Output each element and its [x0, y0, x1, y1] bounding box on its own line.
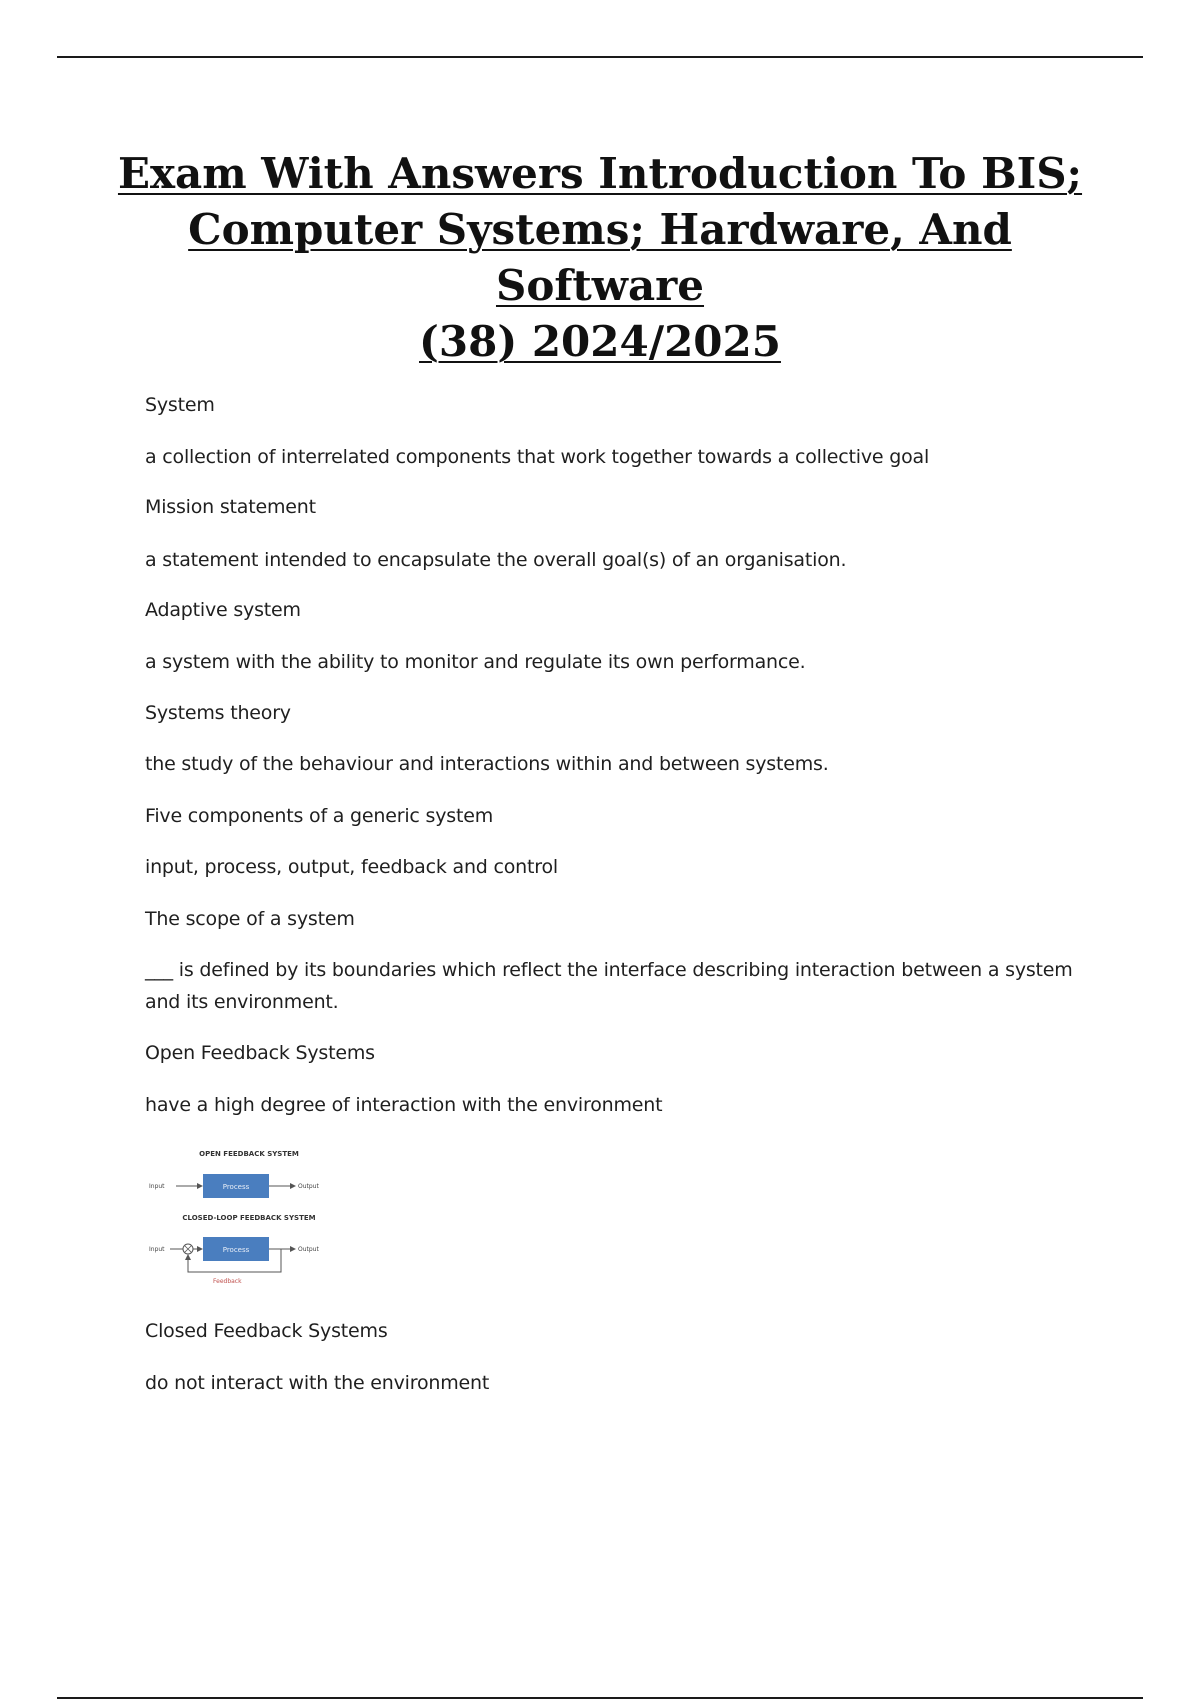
- definition-mission-statement: a statement intended to encapsulate the overall goal(s) of an organisation.: [145, 549, 847, 571]
- closed-system-title: CLOSED-LOOP FEEDBACK SYSTEM: [182, 1214, 316, 1222]
- definition-system: a collection of interrelated components that work together towards a collective goal: [145, 446, 930, 468]
- term-system: System: [145, 394, 215, 416]
- open-output-label: Output: [298, 1183, 319, 1190]
- definition-systems-theory: the study of the behaviour and interactions within and between systems.: [145, 753, 829, 775]
- feedback-diagram-svg: [145, 1140, 330, 1288]
- title-line-1: Exam With Answers Introduction To BIS;: [117, 149, 1083, 198]
- term-scope-of-system: The scope of a system: [145, 908, 355, 930]
- feedback-label: Feedback: [213, 1278, 242, 1285]
- term-adaptive-system: Adaptive system: [145, 599, 301, 621]
- definition-adaptive-system: a system with the ability to monitor and regulate its own performance.: [145, 651, 806, 673]
- closed-process-label: Process: [222, 1246, 250, 1254]
- term-systems-theory: Systems theory: [145, 702, 291, 724]
- definition-scope-of-system: ___ is defined by its boundaries which reflect the interface describing interaction between a system and its environment.: [145, 959, 1073, 1013]
- definition-closed-feedback: do not interact with the environment: [145, 1372, 490, 1394]
- document-title: [100, 146, 1100, 370]
- closed-input-label: Input: [149, 1246, 165, 1253]
- top-rule: [57, 56, 1143, 58]
- title-line-2: Computer Systems; Hardware, And Software: [188, 205, 1012, 310]
- title-line-3: (38) 2024/2025: [419, 317, 781, 366]
- term-open-feedback: Open Feedback Systems: [145, 1042, 375, 1064]
- open-system-title: OPEN FEEDBACK SYSTEM: [199, 1150, 299, 1158]
- definition-five-components: input, process, output, feedback and control: [145, 856, 558, 878]
- feedback-systems-diagram: [145, 1140, 330, 1288]
- term-closed-feedback: Closed Feedback Systems: [145, 1320, 388, 1342]
- definition-open-feedback: have a high degree of interaction with the environment: [145, 1094, 663, 1116]
- closed-output-label: Output: [298, 1246, 319, 1253]
- bottom-rule: [57, 1697, 1143, 1699]
- open-process-label: Process: [222, 1183, 250, 1191]
- term-mission-statement: Mission statement: [145, 496, 316, 518]
- term-five-components: Five components of a generic system: [145, 805, 494, 827]
- open-input-label: Input: [149, 1183, 165, 1190]
